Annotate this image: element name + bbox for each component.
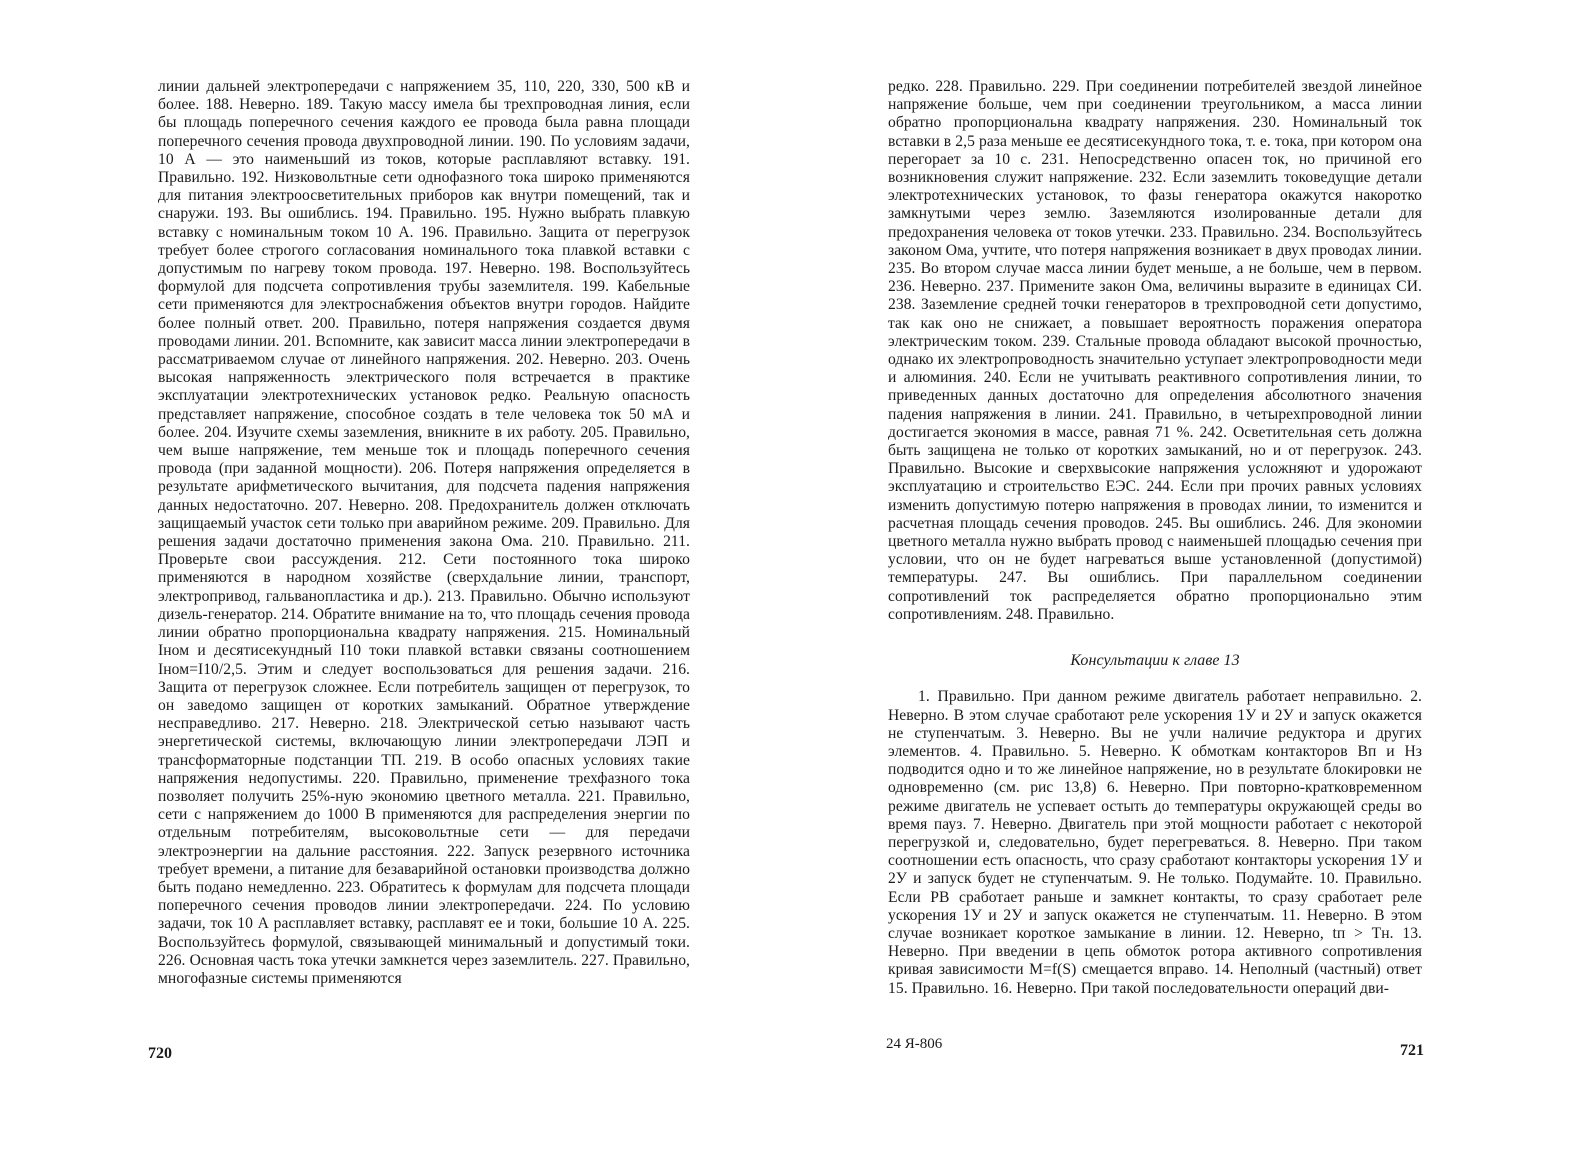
left-page-number: 720	[148, 1045, 172, 1062]
left-page	[0, 0, 790, 1153]
chapter-consultations-heading: Консультации к главе 13	[1070, 652, 1240, 670]
right-page	[790, 0, 1581, 1153]
left-page-text-column	[158, 78, 690, 988]
right-page-text-bottom: 1. Правильно. При данном режиме двигатель работает неправильно. 2. Неверно. В этом случае сработают реле ускорения 1У и 2У и запуск окажется не ступенчатым. 3. Неверно. Вы не учли наличие редуктора и других элементов. 4. Правильно. 5. Неверно. К обмоткам контакторов Вп и Нз подводится одно и то же линейное напряжение, но в результате блокировки не одновременно (см. рис 13,8) 6. Неверно. При повторно-кратковременном режиме двигатель не успевает остыть до температуры окружающей среды во время пауз. 7. Неверно. Двигатель при этой мощности работает с некоторой перегрузкой и, следовательно, будет перегреваться. 8. Неверно. При таком соотношении есть опасность, что сразу сработают контакторы ускорения 1У и 2У и запуск будет не ступенчатым. 9. Не только. Подумайте. 10. Правильно. Если РВ сработает раньше и замкнет контакты, то сразу сработает реле ускорения 1У и 2У и запуск окажется не ступенчатым. 11. Неверно. В этом случае возникает короткое замыкание в линии. 12. Неверно, tп > Tн. 13. Неверно. При введении в цепь обмоток ротора активного сопротивления кривая зависимости M=f(S) смещается вправо. 14. Неполный (частный) ответ 15. Правильно. 16. Неверно. При такой последовательности операций дви-	[888, 688, 1422, 997]
right-page-text-column	[888, 78, 1422, 998]
printer-signature: 24 Я-806	[886, 1036, 943, 1052]
right-page-number: 721	[1400, 1042, 1424, 1059]
right-page-text-top: редко. 228. Правильно. 229. При соединении потребителей звездой линейное напряжение больше, чем при соединении треугольником, а масса линии обратно пропорциональна квадрату напряжения. 230. Номинальный ток вставки в 2,5 раза меньше ее десятисекундного тока, т. е. тока, при котором она перегорает за 10 с. 231. Непосредственно опасен ток, но причиной его возникновения служит напряжение. 232. Если заземлить токоведущие детали электротехнических установок, то фазы генератора окажутся накоротко замкнутыми через землю. Заземляются изолированные детали для предохранения человека от токов утечки. 233. Правильно. 234. Воспользуйтесь законом Ома, учтите, что потеря напряжения возникает в двух проводах линии. 235. Во втором случае масса линии будет меньше, а не больше, чем в первом. 236. Неверно. 237. Примените закон Ома, величины выразите в единицах СИ. 238. Заземление средней точки генераторов в трехпроводной сети допустимо, так как оно не снижает, а повышает вероятность поражения оператора электрическим током. 239. Стальные провода обладают высокой прочностью, однако их электропроводность значительно уступает электропроводности меди и алюминия. 240. Если не учитывать реактивного сопротивления линии, то приведенных данных достаточно для определения абсолютного значения падения напряжения в линии. 241. Правильно, в четырехпроводной линии достигается экономия в массе, равная 71 %. 242. Осветительная сеть должна быть защищена не только от коротких замыканий, но и от перегрузок. 243. Правильно. Высокие и сверхвысокие напряжения усложняют и удорожают эксплуатацию и строительство ЕЭС. 244. Если при прочих равных условиях изменить допустимую потерю напряжения в проводах линии, то изменится и расчетная площадь сечения проводов. 245. Вы ошиблись. 246. Для экономии цветного металла нужно выбрать провод с наименьшей площадью сечения при условии, что он не будет нагреваться выше установленной (допустимой) температуры. 247. Вы ошиблись. При параллельном соединении сопротивлений ток распределяется обратно пропорционально этим сопротивлениям. 248. Правильно.	[888, 78, 1422, 623]
left-page-text: линии дальней электропередачи с напряжением 35, 110, 220, 330, 500 кВ и более. 188. Неверно. 189. Такую массу имела бы трехпроводная линия, если бы площадь поперечного сечения каждого ее провода была равна площади поперечного сечения провода двухпроводной линии. 190. По условиям задачи, 10 А — это наименьший из токов, которые расплавляют вставку. 191. Правильно. 192. Низковольтные сети однофазного тока широко применяются для питания электроосветительных приборов как внутри помещений, так и снаружи. 193. Вы ошиблись. 194. Правильно. 195. Нужно выбрать плавкую вставку с номинальным током 10 А. 196. Правильно. Защита от перегрузок требует более строгого согласования номинального тока плавкой вставки с допустимым по нагреву током провода. 197. Неверно. 198. Воспользуйтесь формулой для подсчета сопротивления трубы заземлителя. 199. Кабельные сети применяются для электроснабжения объектов внутри городов. Найдите более полный ответ. 200. Правильно, потеря напряжения создается двумя проводами линии. 201. Вспомните, как зависит масса линии электропередачи в рассматриваемом случае от линейного напряжения. 202. Неверно. 203. Очень высокая напряженность электрического поля встречается в практике эксплуатации электротехнических установок редко. Реальную опасность представляет напряжение, способное создать в теле человека ток 50 мА и более. 204. Изучите схемы заземления, вникните в их работу. 205. Правильно, чем выше напряжение, тем меньше ток и площадь поперечного сечения провода (при заданной мощности). 206. Потеря напряжения определяется в результате арифметического вычитания, для подсчета падения напряжения данных недостаточно. 207. Неверно. 208. Предохранитель должен отключать защищаемый участок сети только при аварийном режиме. 209. Правильно. Для решения задачи достаточно применения закона Ома. 210. Правильно. 211. Проверьте свои рассуждения. 212. Сети постоянного тока широко применяются в народном хозяйстве (сверхдальние линии, транспорт, электропривод, гальванопластика и др.). 213. Правильно. Обычно используют дизель-генератор. 214. Обратите внимание на то, что площадь сечения провода линии обратно пропорциональна квадрату напряжения. 215. Номинальный Iном и десятисекундный I10 токи плавкой вставки связаны соотношением Iном=I10/2,5. Этим и следует воспользоваться для решения задачи. 216. Защита от перегрузок сложнее. Если потребитель защищен от перегрузок, то он заведомо защищен от коротких замыканий. Обратное утверждение несправедливо. 217. Неверно. 218. Электрической сетью называют часть энергетической системы, включающую линии электропередачи ЛЭП и трансформаторные подстанции ТП. 219. В особо опасных условиях такие напряжения недопустимы. 220. Правильно, применение трехфазного тока позволяет получить 25%-ную экономию цветного металла. 221. Правильно, сети с напряжением до 1000 В применяются для распределения энергии по отдельным потребителям, высоковольтные сети — для передачи электроэнергии на дальние расстояния. 222. Запуск резервного источника требует времени, а питание для безаварийной остановки производства должно быть подано немедленно. 223. Обратитесь к формулам для подсчета площади поперечного сечения проводов линии электропередачи. 224. По условию задачи, ток 10 А расплавляет вставку, расплавят ее и токи, большие 10 А. 225. Воспользуйтесь формулой, связывающей минимальный и допустимый токи. 226. Основная часть тока утечки замкнется через заземлитель. 227. Правильно, многофазные системы применяются	[158, 78, 690, 987]
